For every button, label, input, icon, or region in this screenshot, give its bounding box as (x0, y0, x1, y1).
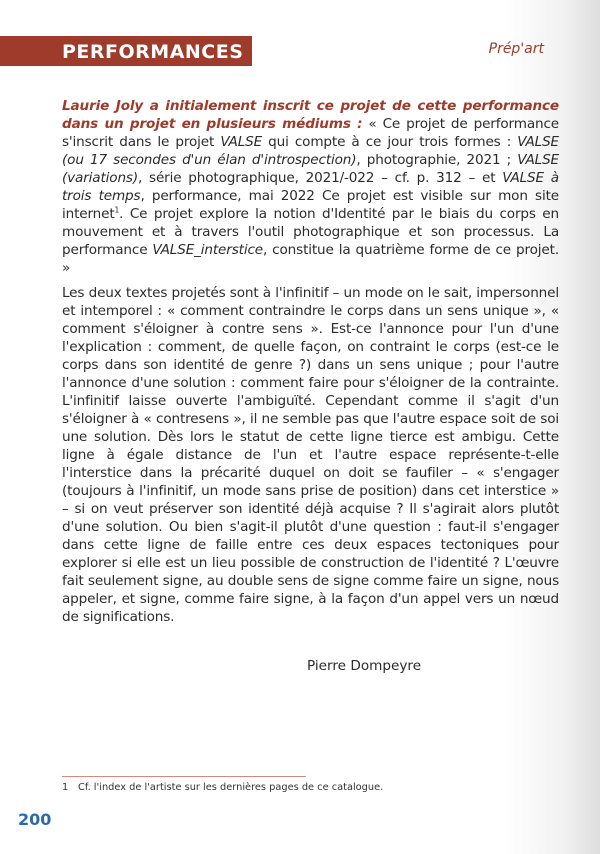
section-title: PERFORMANCES (62, 41, 244, 63)
footnote-divider (62, 776, 306, 777)
title-valse-17-secondes: VALSE (ou 17 secondes d'un élan d'introspection) (62, 134, 559, 168)
title-valse-interstice: VALSE_interstice (152, 242, 263, 258)
text-segment: qui compte à ce jour trois formes : (262, 134, 518, 150)
article-body (62, 97, 559, 626)
paragraph-intro (62, 97, 559, 277)
text-segment: , série photographique, 2021/-022 – cf. p. 312 – et (138, 170, 503, 186)
author-signature: Pierre Dompeyre (307, 658, 422, 674)
paragraph-analysis: Les deux textes projetés sont à l'infinitif – un mode on le sait, impersonnel et intemporel : « comment contraindre le corps dans un sens unique », « comment s'éloigner à contre sens ». Est-ce l'annonce pour l'un d'une l'explication : comment, de quelle façon, on contraint le corps (est-ce le corps dans son identité de genre ?) dans un sens unique ; pour l'autre l'annonce d'une solution : comment faire pour s'éloigner de la contrainte. L'infinitif laisse ouverte l'ambiguïté. Cependant comme il s'agit d'un s'éloigner à « contresens », il ne semble pas que l'autre espace soit de soi une solution. Dès lors le statut de cette ligne tierce est ambigu. Cette ligne à égale distance de l'un et l'autre espace représente-t-elle l'interstice dans la précarité duquel on doit se faufiler – « s'engager (toujours à l'infinitif, un mode sans prise de position) dans cet interstice » – si on veut préserver son identité déjà acquise ? Il s'agirait alors plutôt d'une solution. Ou bien s'agit-il plutôt d'une question : faut-il s'engager dans cette ligne de faille entre ces deux espaces tectoniques pour explorer si elle est un lieu possible de construction de l'identité ? L'œuvre fait seulement signe, au double sens de signe comme faire un signe, nous appeler, et signe, comme faire signe, à la façon d'un appel vers un nœud de significations. (62, 285, 559, 625)
text-segment: , photographie, 2021 ; (356, 152, 518, 168)
footnote-reference[interactable]: 1 (114, 205, 120, 215)
lead-sentence: Laurie Joly a initialement inscrit ce projet de cette performance dans un projet en plusieurs médiums : (62, 98, 559, 132)
footnote-number: 1 (62, 782, 69, 793)
title-valse-a-trois-temps: VALSE à trois temps (62, 170, 559, 204)
footnote-text: Cf. l'index de l'artiste sur les dernières pages de ce catalogue. (78, 782, 384, 793)
text-segment: « Ce projet de performance s'inscrit dans le projet (62, 116, 559, 150)
text-segment: , constitue la quatrième forme de ce projet. » (62, 242, 559, 276)
title-valse-variations: VALSE (variations) (62, 152, 559, 186)
text-segment: , performance, mai 2022 Ce projet est visible sur mon site internet (62, 188, 559, 222)
text-segment: . Ce projet explore la notion d'Identité par le biais du corps en mouvement et à travers l'outil photographique et son processus. La performance (62, 206, 559, 258)
brand-label: Prép'art (488, 41, 544, 57)
page-number: 200 (18, 810, 52, 829)
title-valse: VALSE (220, 134, 263, 150)
footnote (62, 782, 383, 794)
